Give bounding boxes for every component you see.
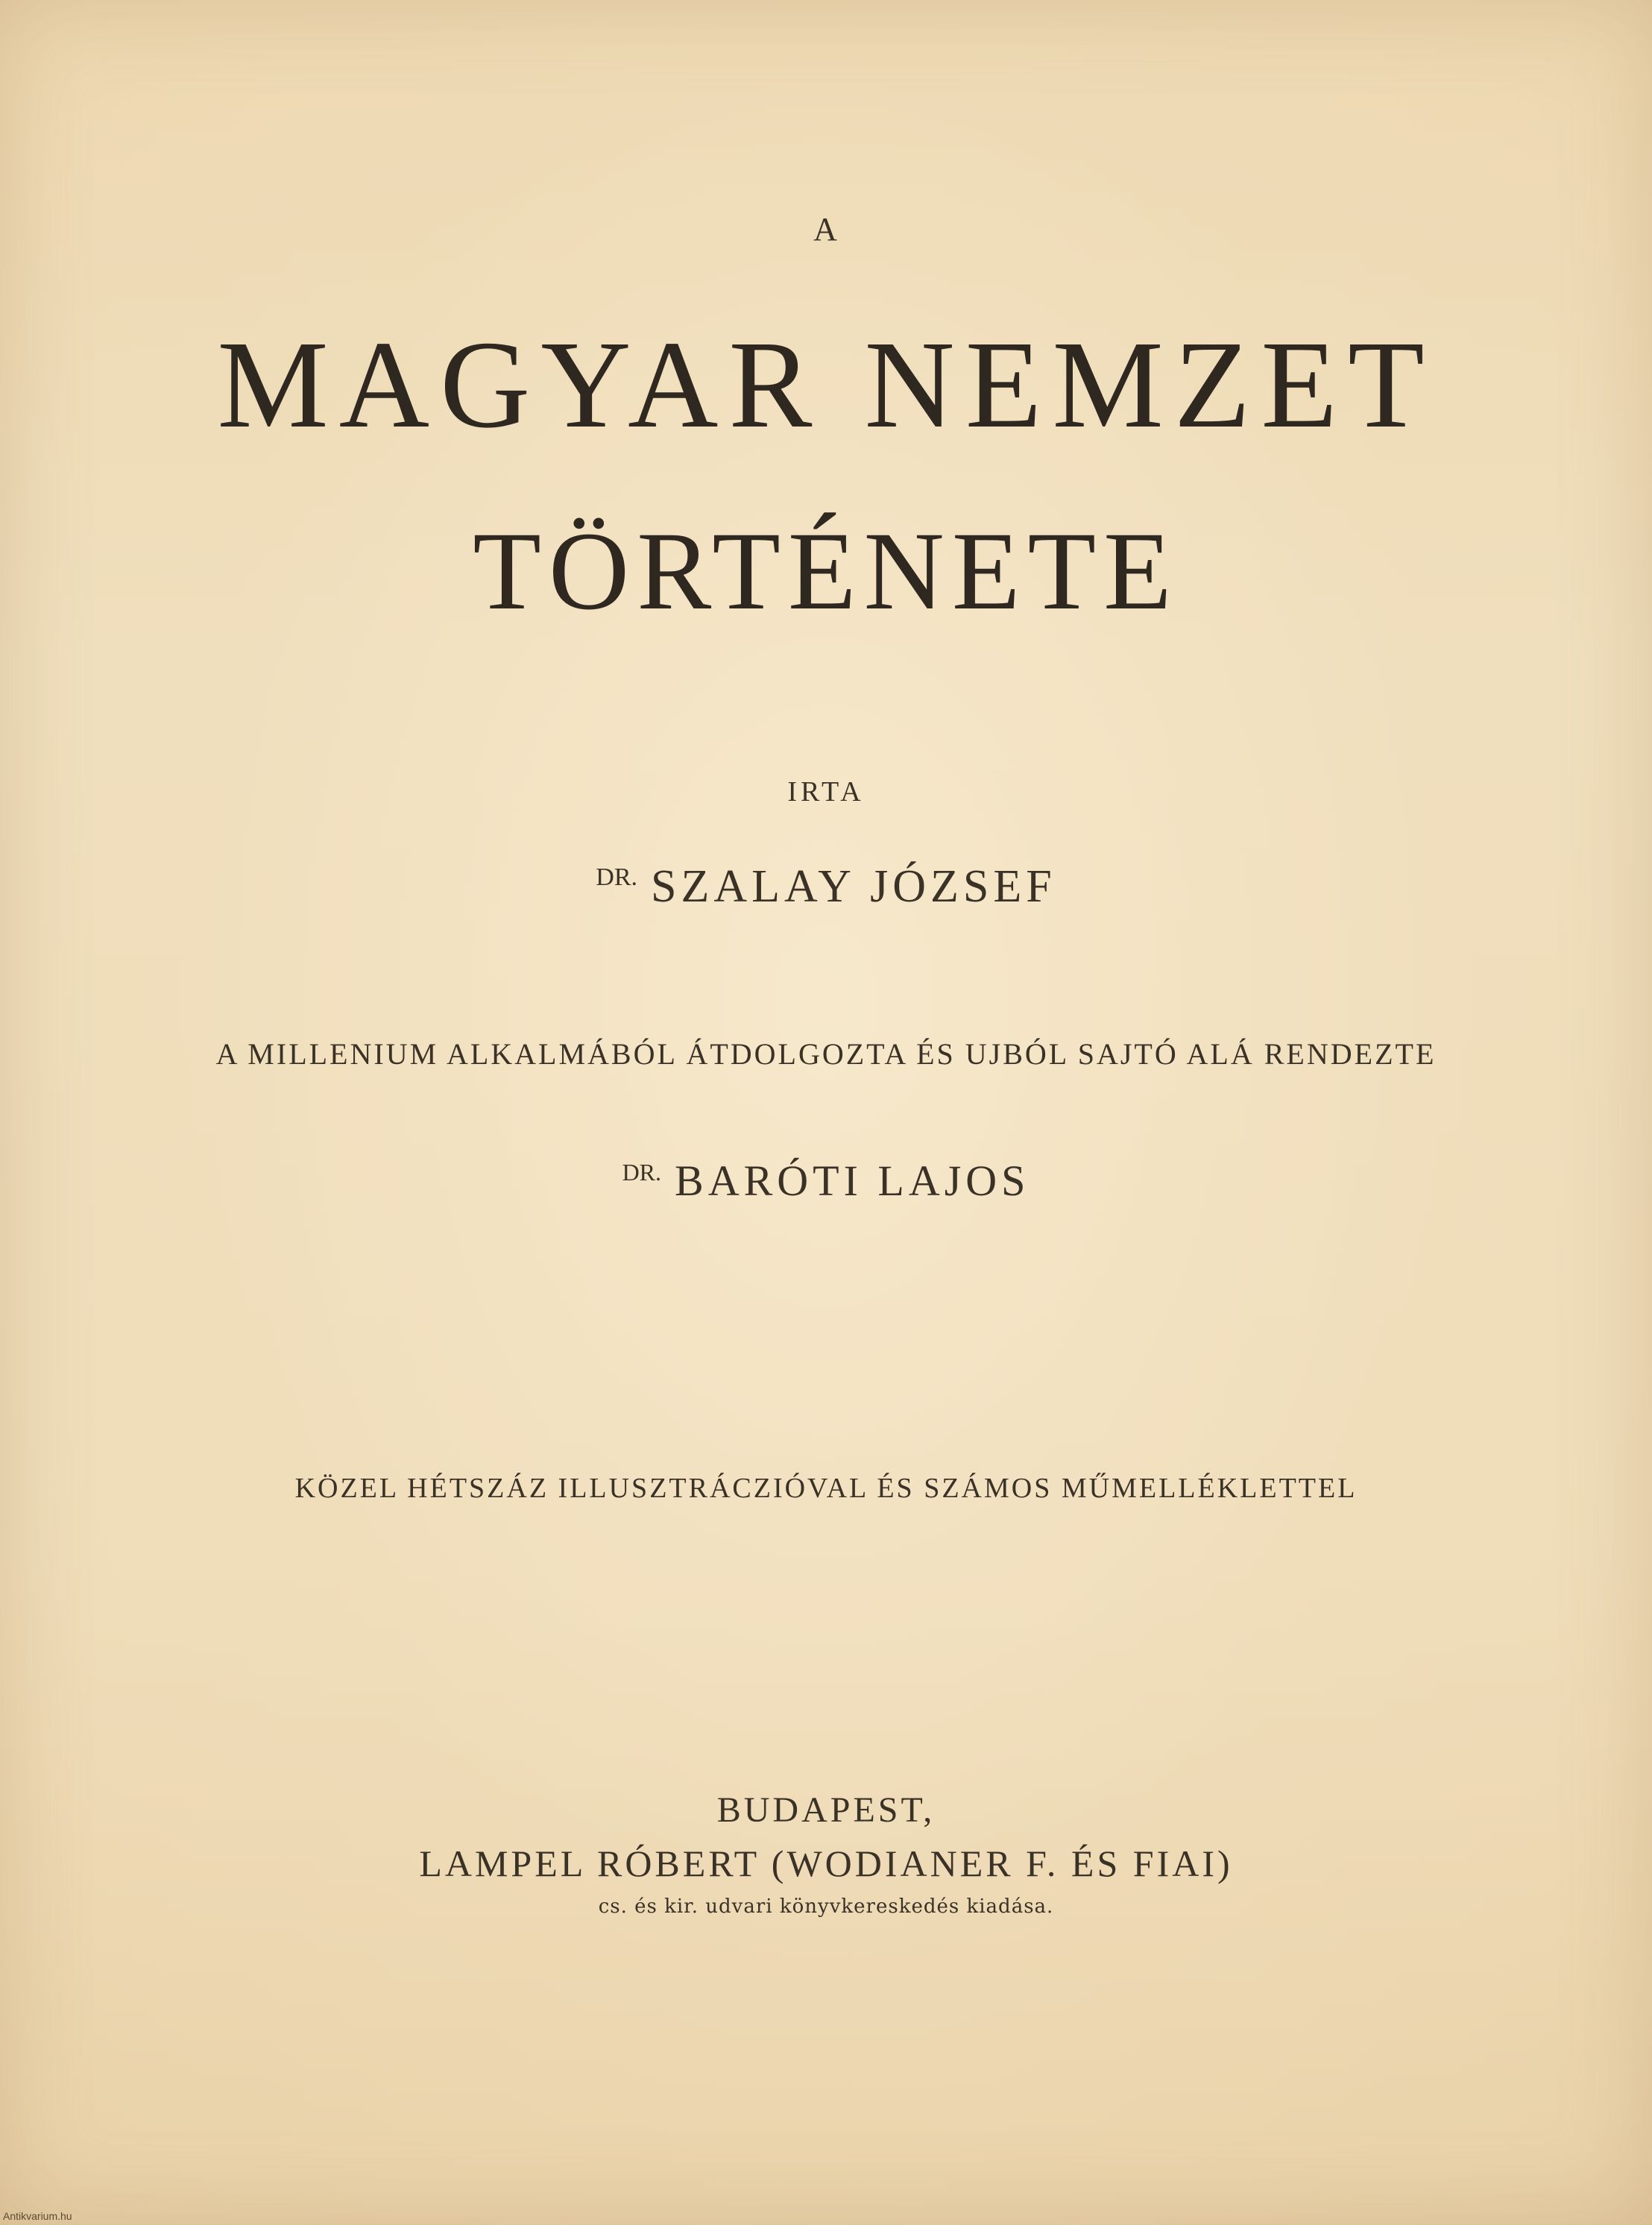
editor-title-prefix: DR.: [622, 1159, 662, 1186]
book-title-line2: TÖRTÉNETE: [473, 509, 1179, 633]
illustrations-note: KÖZEL HÉTSZÁZ ILLUSZTRÁCZIÓVAL ÉS SZÁMOS MŰMELLÉKLETTEL: [294, 1473, 1358, 1504]
bookshop-imprint: cs. és kir. udvari könyvkereskedés kiadása.: [598, 1895, 1054, 1918]
publisher-name: LAMPEL RÓBERT (WODIANER F. ÉS FIAI): [419, 1842, 1233, 1884]
revision-note: A MILLENIUM ALKALMÁBÓL ÁTDOLGOZTA ÉS UJBÓL SAJTÓ ALÁ RENDEZTE: [215, 1037, 1437, 1071]
watermark-label: Antikvarium.hu: [3, 2210, 72, 2222]
editor-name: BARÓTI LAJOS: [675, 1156, 1030, 1205]
author-title-prefix: DR.: [596, 863, 638, 891]
written-by-label: IRTA: [787, 776, 865, 808]
book-title-line1: MAGYAR NEMZET: [217, 315, 1435, 454]
author-line: [0, 860, 1652, 913]
publication-city: BUDAPEST,: [716, 1790, 936, 1830]
title-article: A: [813, 211, 839, 248]
editor-line: [0, 1156, 1652, 1206]
author-name: SZALAY JÓZSEF: [651, 861, 1056, 912]
